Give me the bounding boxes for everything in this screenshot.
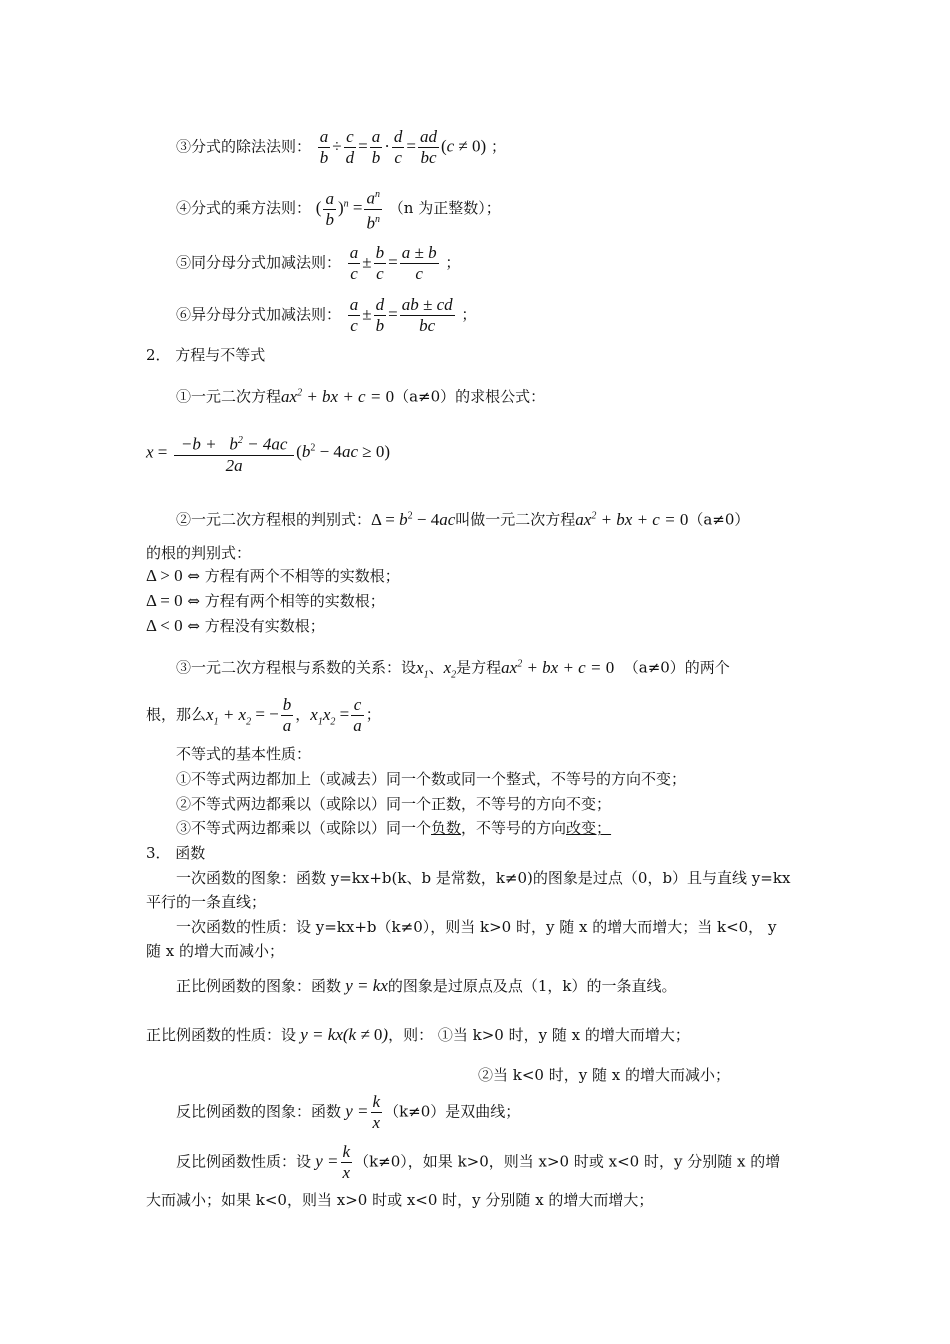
proportional-formula: y = kx: [341, 976, 388, 995]
formula-fraction: $\frac{a}{b}$: [371, 127, 381, 167]
text: 、: [428, 658, 444, 677]
linear-graph-line-1: 一次函数的图象：函数 y=kx+b(k、b 是常数，k≠0)的图象是过点（0，b）且与直线 y=kx: [176, 869, 791, 887]
text: 的图象是过原点及点（1，k）的一条直线。: [387, 977, 677, 995]
inverse-property-line-2: 大而减小；如果 k<0，则当 x>0 时或 x<0 时，y 分别随 x 的增大而增大；: [146, 1191, 654, 1209]
rule-division: ③分式的除法法则： $\frac{a}{b}$ ÷ $\frac{c}{d}$ = $\frac{a}{b}$ · $\frac{d}{c}$ = $\frac{ad}{bc}$ (c ≠ 0) ；: [176, 127, 507, 167]
text: ⇔ 方程有两个不相等的实数根；: [187, 567, 400, 585]
inverse-property-line-1: 反比例函数性质：设 y = $\frac{k}{x}$ （k≠0），如果 k>0，则当 x>0 时或 x<0 时，y 分别随 x 的增: [176, 1142, 781, 1182]
inverse-graph: 反比例函数的图象：函数 y = $\frac{k}{x}$ （k≠0）是双曲线；: [176, 1092, 521, 1132]
formula-fraction: $\frac{d}{b}$: [375, 295, 385, 335]
formula-fraction: $\frac{ad}{bc}$: [420, 127, 437, 167]
discriminant-case-positive: Δ > 0 ⇔ 方程有两个不相等的实数根；: [146, 566, 400, 585]
formula-fraction: $\frac{k}{x}$: [372, 1092, 381, 1132]
formula-fraction: $\frac{a}{b}$: [319, 127, 329, 167]
quadratic-equation: $ax^2$ + bx + c = 0: [281, 386, 395, 406]
formula-fraction: $\frac{ab \pm cd}{bc}$: [401, 295, 453, 335]
quadratic-equation: $ax^2$ + bx + c = 0: [575, 509, 689, 529]
text: 正比例函数的图象：函数: [176, 977, 342, 995]
formula-fraction: $\frac{b}{a}$: [282, 695, 292, 735]
text: 根，那么: [146, 705, 207, 724]
section-heading: 2． 方程与不等式: [146, 346, 266, 364]
text: 是方程: [456, 658, 502, 677]
inequality-rule-1: ①不等式两边都加上（或减去）同一个数或同一个整式，不等号的方向不变；: [176, 770, 687, 788]
linear-property-line-2: 随 x 的增大而减小；: [146, 942, 284, 960]
linear-graph-line-2: 平行的一条直线；: [146, 893, 267, 911]
formula-fraction: $\frac{a}{c}$: [349, 243, 359, 283]
vieta-intro: ③一元二次方程根与系数的关系：设$x_1$、$x_2$是方程$ax^2$ + bx + c = 0 （a≠0）的两个: [176, 657, 730, 681]
text: 叫做一元二次方程: [455, 510, 576, 529]
text: ①一元二次方程: [176, 387, 282, 406]
discriminant-formula: $\Delta = b^2 - 4ac$: [371, 509, 456, 529]
text: （a≠0）的两个: [623, 658, 730, 677]
rule-same-denominator: ⑤同分母分式加减法则： $\frac{a}{c}$ ± $\frac{b}{c}$ = $\frac{a \pm b}{c}$ ；: [176, 243, 461, 283]
punct: ；: [491, 137, 507, 156]
formula-fraction: $\frac{a \pm b}{c}$: [401, 243, 437, 283]
section-heading: 3． 函数: [146, 844, 206, 862]
formula-fraction: $\frac{k}{x}$: [342, 1142, 351, 1182]
text: ②一元二次方程根的判别式：: [176, 510, 372, 529]
formula-fraction: $\frac{-b + b^2 - 4ac}{2a}$: [174, 432, 294, 475]
rule-power: ④分式的乘方法则： ( $\frac{a}{b}$ )$^n$ = $\frac{a^n}{b^n}$ （n 为正整数）；: [176, 186, 501, 232]
linear-property-line-1: 一次函数的性质：设 y=kx+b（k≠0），则当 k>0 时，y 随 x 的增大而增大；当 k<0， y: [176, 918, 777, 936]
underlined-text: 负数: [431, 819, 462, 837]
vieta-formulas: 根，那么$x_1 + x_2$ = − $\frac{b}{a}$ ，$x_1x_2$ = $\frac{c}{a}$ ；: [146, 695, 381, 735]
text: 反比例函数性质：设: [176, 1152, 312, 1171]
text: ③一元二次方程根与系数的关系：设: [176, 658, 417, 677]
quadratic-formula: x = $\frac{-b + b^2 - 4ac}{2a}$ $(b^2 - 4ac \ge 0)$: [146, 432, 390, 475]
text: （k≠0），如果 k>0，则当 x>0 时或 x<0 时，y 分别随 x 的增: [354, 1152, 781, 1171]
text: （k≠0）是双曲线；: [384, 1102, 521, 1121]
punct: ；: [461, 305, 477, 324]
text: （a≠0）: [688, 510, 750, 529]
formula-fraction: $\frac{c}{d}$: [345, 127, 355, 167]
quadratic-equation: $ax^2$ + bx + c = 0: [501, 657, 615, 677]
inequality-rule-3: [176, 818, 611, 838]
text: ⇔ 方程没有实数根；: [187, 617, 325, 635]
discriminant-case-zero: Δ = 0 ⇔ 方程有两个相等的实数根；: [146, 591, 385, 610]
proportional-property: [146, 1025, 690, 1045]
quadratic-intro: [176, 383, 545, 407]
proportional-formula: y = kx(k ≠ 0): [296, 1025, 389, 1044]
rule-different-denominator: ⑥异分母分式加减法则： $\frac{a}{c}$ ± $\frac{d}{b}$ = $\frac{ab \pm cd}{bc}$ ；: [176, 295, 477, 335]
rule-label: ⑥异分母分式加减法则：: [176, 305, 342, 324]
rule-label: ④分式的乘方法则：: [176, 199, 312, 218]
text: ，: [295, 705, 311, 724]
note: （n 为正整数）；: [388, 199, 501, 218]
formula-fraction: $\frac{a}{c}$: [349, 295, 359, 335]
inequality-rule-2: ②不等式两边都乘以（或除以）同一个正数，不等号的方向不变；: [176, 795, 612, 813]
punct: ；: [445, 253, 461, 272]
formula-fraction: $\frac{b}{c}$: [375, 243, 385, 283]
rule-label: ③分式的除法法则：: [176, 137, 312, 156]
text: ，不等号的方向: [461, 819, 567, 837]
text: ；: [365, 705, 381, 724]
text: （a≠0）的求根公式：: [394, 387, 546, 406]
discriminant-intro-cont: 的根的判别式：: [146, 544, 252, 562]
formula-fraction: $\frac{a^n}{b^n}$: [364, 186, 382, 232]
text: ⇔ 方程有两个相等的实数根；: [187, 592, 385, 610]
inequality-title: 不等式的基本性质：: [176, 745, 312, 763]
formula-fraction: $\frac{c}{a}$: [353, 695, 362, 735]
text: 反比例函数的图象：函数: [176, 1102, 342, 1121]
formula-fraction: $\frac{a}{b}$: [325, 188, 334, 229]
discriminant-case-negative: Δ < 0 ⇔ 方程没有实数根；: [146, 616, 325, 635]
underlined-text: 改变；: [566, 819, 612, 837]
formula-fraction: $\frac{d}{c}$: [393, 127, 403, 167]
proportional-graph: [176, 976, 677, 996]
discriminant-intro: [176, 506, 749, 530]
rule-label: ⑤同分母分式加减法则：: [176, 253, 342, 272]
text: ③不等式两边都乘以（或除以）同一个: [176, 819, 432, 837]
text: 正比例函数的性质：设: [146, 1026, 297, 1044]
proportional-property-2: ②当 k<0 时，y 随 x 的增大而减小；: [478, 1066, 730, 1084]
text: ，则： ①当 k>0 时，y 随 x 的增大而增大；: [388, 1026, 690, 1044]
